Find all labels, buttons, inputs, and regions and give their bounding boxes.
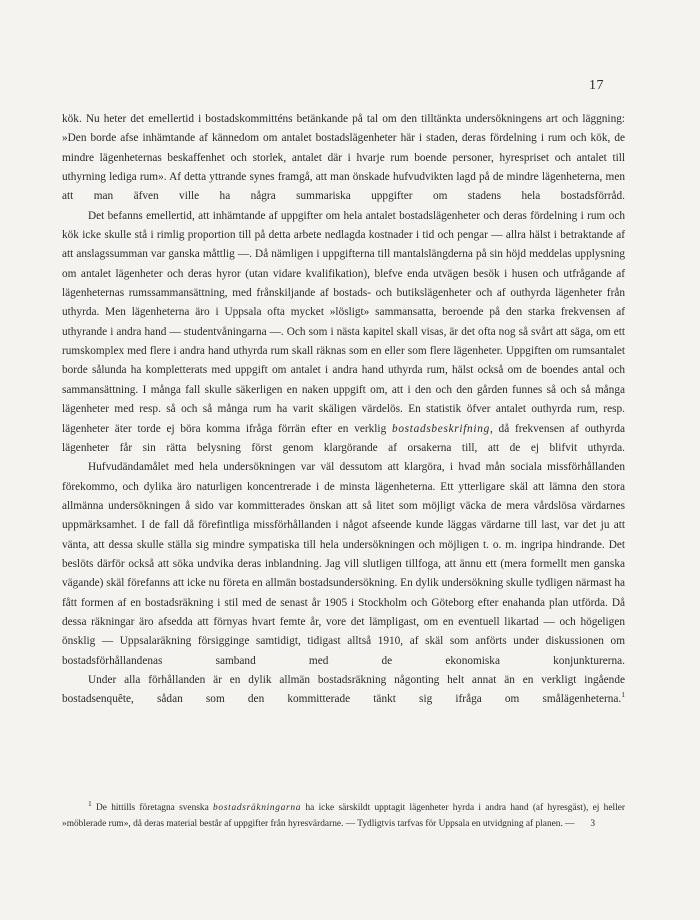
paragraph-1: kök. Nu heter det emellertid i bostadskommitténs betänkande på tal om den tilltänkta undersökningens art och läggning: »Den borde afse inhämtande af kännedom om antalet bostadslägenheter här i staden, deras fördelning i rum och kök, de mindre lägenheternas beskaffenhet och storlek, antalet där i hvarje rum boende personer, hyrespriset och antalet till uthyrning lediga rum». Af detta yttrande synes framgå, att man önskade hufvudvikten lagd på de mindre lägenheterna, men att man äfven ville ha några summariska uppgifter om stadens hela bostadsförråd. (62, 113, 625, 203)
signature-mark: 3 (590, 819, 595, 829)
footnote-reference: 1 (621, 690, 625, 700)
emphasis-bostadsrakningarna: bostadsräkningarna (213, 803, 302, 813)
paragraph-2: Det befanns emellertid, att inhämtande af uppgifter om hela antalet bostadslägenheter och deras fördelning i rum och kök icke skulle stå i rimlig proportion till på detta arbete nedlagda kostnader i tid och pengar — allra hälst i betraktande af att anslagssumman var ganska måttlig —. Då nämligen i uppgifterna till mantalslängderna på sin höjd meddelas upplysning om antalet lägenheter och deras hyror (utan vidare kvalifikation), blefve enda utvägen besök i husen och utfrågande af lägenheternas rumssammansättning, med frånskiljande af bostads- och butikslägenheter och af outhyrda lägenheter från uthyrda. Men lägenheterna äro i Uppsala ofta mycket »lösligt» sammansatta, beroende på den starka frekvensen af uthyrande i andra hand — studentvåningarna —. Och som i nästa kapitel skall visas, är det ofta nog så svårt att säga, om ett rumskomplex med flere i andra hand uthyrda rum skall räknas som en eller som flere lägenheter. Uppgiften om rumsantalet borde sålunda ha kompletterats med uppgift om antalet i andra hand uthyrda rum, hälst också om de boendes antal och sammansättning. I många fall skulle säkerligen en naken uppgift om, att i den och den gården funnes så och så många lägenheter med resp. så och så många rum ha varit skäligen värdelös. En statistik öfver antalet outhyrda rum, resp. lägenheter äter torde ej böra komma ifråga förrän efter en verklig bostadsbeskrifning, då frekvensen af outhyrda lägenheter får sin rätta belysning först genom klargörande af orsakerna till, att de ej blifvit uthyrda. (62, 209, 625, 454)
paragraph-4: Under alla förhållanden är en dylik allmän bostadsräkning någonting helt annat än en verkligt ingående bostadsenquête, sådan som den kommitterade tänkt sig ifråga om smålägenheterna.$^1$ (62, 673, 625, 706)
emphasis-bostadsbeskrifning: bostadsbeskrifning (391, 422, 490, 435)
footnote-mark: 1 (88, 798, 92, 808)
paragraph-3: Hufvudändamålet med hela undersökningen var väl dessutom att klargöra, i hvad mån sociala missförhållanden förekommo, och dylika äro naturligen koncentrerade i de minsta lägenheterna. Ett ytterligare skäl att lämna den stora allmänna undersökningen å sido var kommitterades önskan att så litet som möjligt väcka de mera vårdslösa värdarnes uppmärksamhet. I de fall då förefintliga missförhållanden i något afseende kunde läggas värdarne till last, var det ju att vänta, att dessa skulle ställa sig mindre sympatiska till hela undersökningen och möjligen t. o. m. ingripa hindrande. Det beslöts därför också att söka undvika deras inblandning. Jag vill slutligen tillfoga, att ännu ett (mera formellt men ganska vägande) skäl förefanns att icke nu företa en allmän bostadsundersökning. En dylik undersökning skulle tydligen närmast ha fått formen af en bostadsräkning i stil med de senast år 1905 i Stockholm och Göteborg efter enahanda plan utförda. Då dessa räkningar äro afsedda att förnyas hvart femte år, vore det lämpligast, om en eventuell likartad — och högeligen önsklig — Uppsalaräkning försigginge samtidigt, tidigast alltså 1910, af skäl som anförts under diskussionen om bostadsförhållandenas samband med de ekonomiska konjunkturerna. (62, 461, 625, 667)
footnote (62, 800, 625, 832)
footnote-text: $^1$ De hittills företagna svenska bostadsräkningarna ha icke särskildt upptagit lägenheter hyrda i andra hand (af hyresgäst), ej heller »möblerade rum», då deras material består af uppgifter från hyresvärdarne. — Tydligtvis tarfvas för Uppsala en utvidgning af planen. — (62, 798, 625, 829)
page-number: 17 (589, 78, 604, 93)
body-text (62, 110, 625, 710)
